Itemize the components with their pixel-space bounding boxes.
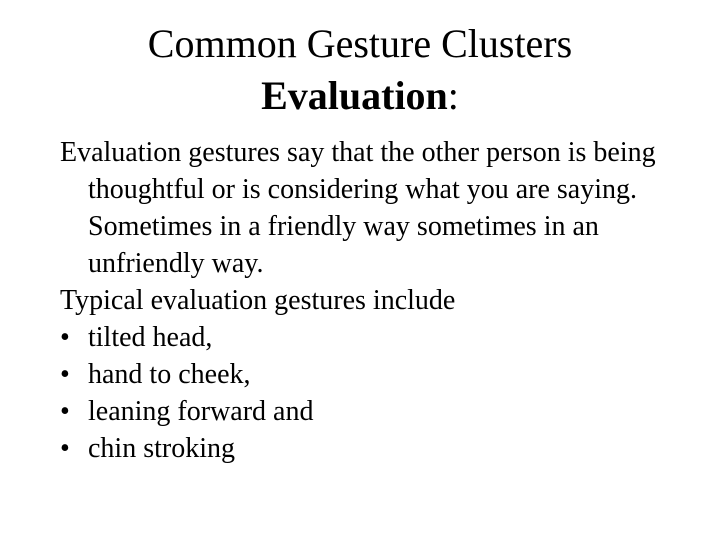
title-line-2 (0, 70, 720, 122)
bullet-item (60, 393, 700, 430)
bullet-item (60, 430, 700, 467)
bullet-item (60, 319, 700, 356)
bullet-mark: • (60, 396, 70, 427)
bullet-text: tilted head, (88, 322, 213, 353)
slide-title (0, 18, 720, 122)
bullet-mark: • (60, 359, 70, 390)
bullet-item (60, 356, 700, 393)
list-intro: Typical evaluation gestures include (60, 285, 456, 316)
description-paragraph: Evaluation gestures say that the other person is being thoughtful or is considering what you are saying. Sometimes in a friendly way sometimes in an unfriendly way. (60, 137, 656, 279)
slide-body (60, 134, 700, 467)
bullet-text: leaning forward and (88, 396, 314, 427)
bullet-mark: • (60, 322, 70, 353)
title-colon: : (447, 73, 459, 118)
bullet-text: hand to cheek, (88, 359, 251, 390)
title-line-1: Common Gesture Clusters (147, 21, 573, 66)
title-emphasis: Evaluation (261, 73, 448, 118)
bullet-mark: • (60, 433, 70, 464)
bullet-text: chin stroking (88, 433, 235, 464)
